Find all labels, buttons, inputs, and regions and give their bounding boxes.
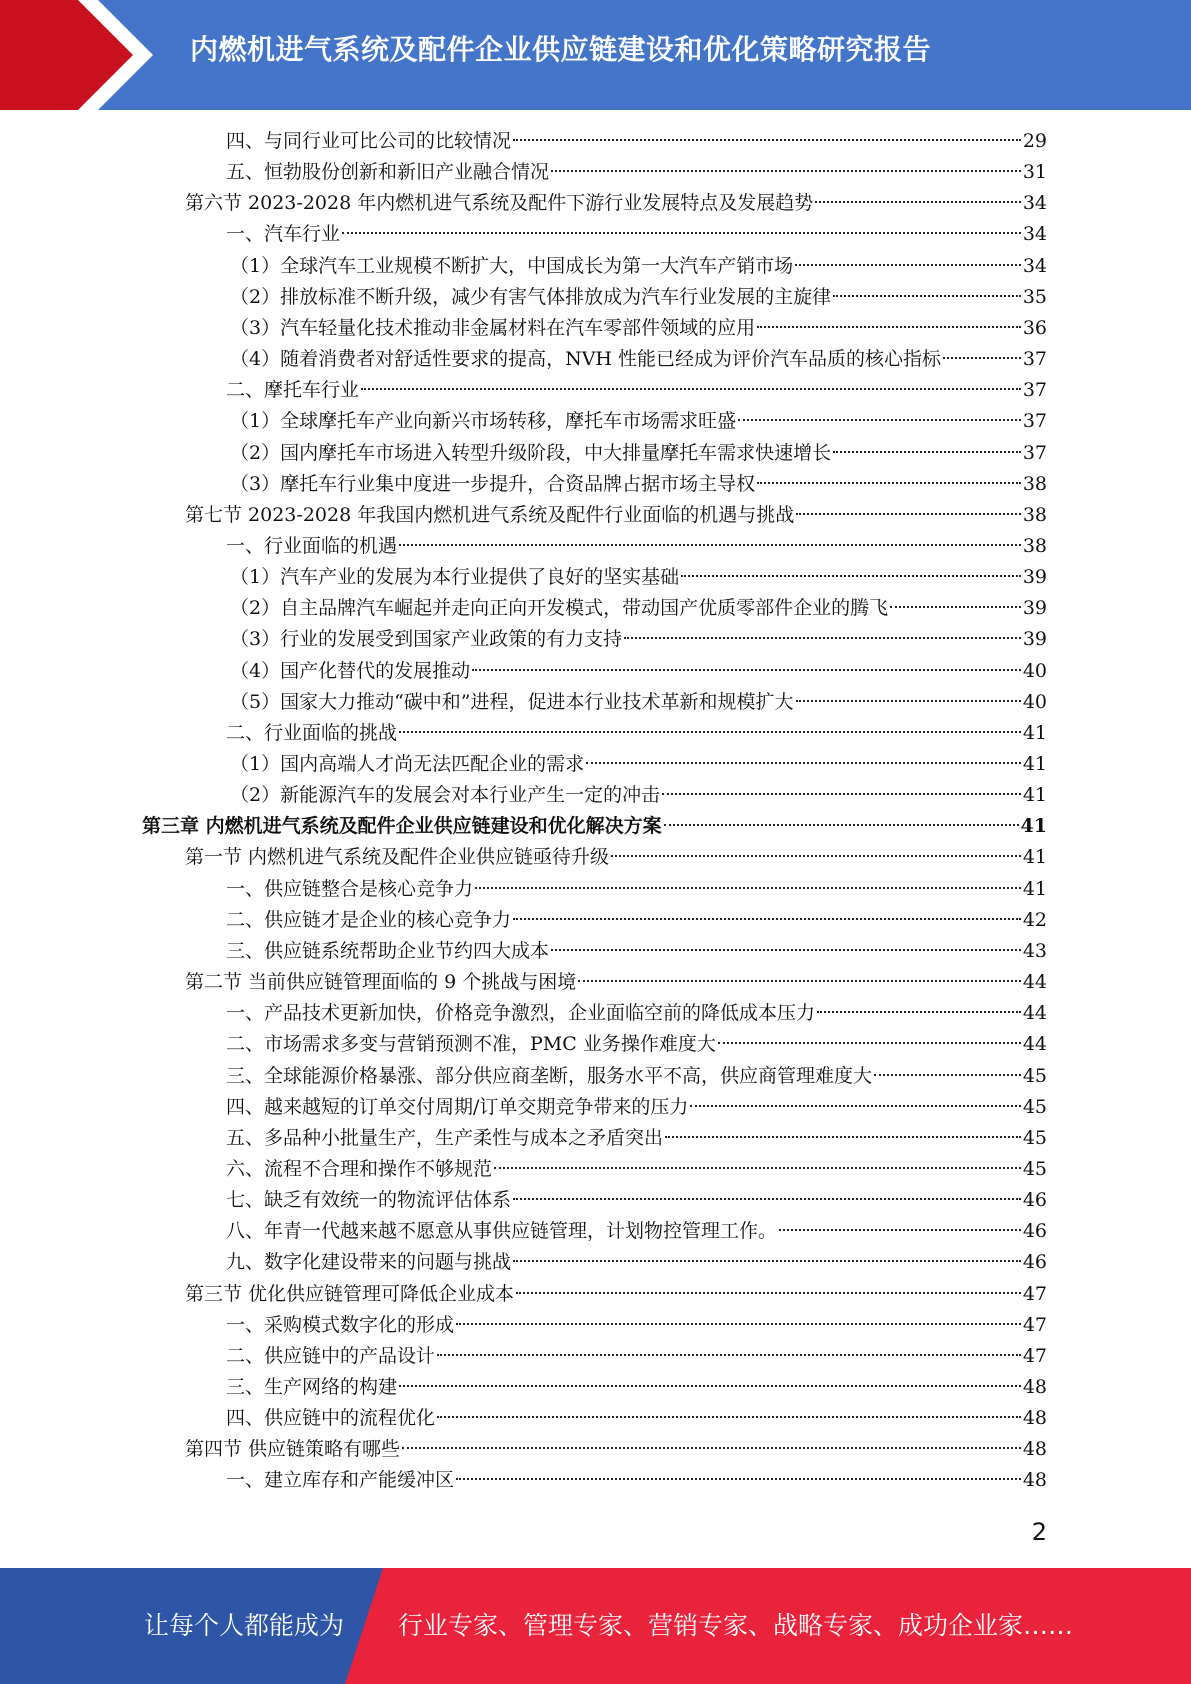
toc-entry-page: 34: [1022, 223, 1047, 245]
toc-entry-title: 一、采购模式数字化的形成: [226, 1314, 455, 1336]
toc-leader-dots: [586, 762, 1021, 764]
toc-leader-dots: [513, 1198, 1021, 1200]
toc-leader-dots: [890, 606, 1021, 608]
toc-entry-title: （4）国产化替代的发展推动: [230, 660, 471, 682]
toc-leader-dots: [690, 1105, 1020, 1107]
toc-entry-title: 三、全球能源价格暴涨、部分供应商垄断，服务水平不高，供应商管理难度大: [226, 1065, 873, 1087]
toc-entry[interactable]: [230, 780, 1047, 811]
toc-entry-title: （2）排放标准不断升级，减少有害气体排放成为汽车行业发展的主旋律: [230, 286, 832, 308]
toc-entry[interactable]: [230, 469, 1047, 500]
toc-leader-dots: [437, 1354, 1021, 1356]
toc-leader-dots: [817, 1011, 1021, 1013]
toc-entry-title: 五、多品种小批量生产，生产柔性与成本之矛盾突出: [226, 1127, 664, 1149]
toc-leader-dots: [513, 1260, 1021, 1262]
toc-entry[interactable]: [185, 1434, 1047, 1465]
toc-entry[interactable]: [142, 811, 1047, 842]
toc-entry[interactable]: [226, 1465, 1047, 1496]
toc-entry[interactable]: [226, 1029, 1047, 1060]
toc-entry-page: 47: [1022, 1283, 1047, 1305]
toc-entry-page: 38: [1022, 535, 1047, 557]
footer-banner: [0, 1568, 1191, 1684]
toc-entry-page: 37: [1022, 348, 1047, 370]
toc-entry[interactable]: [185, 842, 1047, 873]
toc-entry-title: 七、缺乏有效统一的物流评估体系: [226, 1189, 512, 1211]
toc-entry-page: 34: [1022, 255, 1047, 277]
toc-entry-title: 二、供应链才是企业的核心竞争力: [226, 909, 512, 931]
toc-entry-page: 45: [1022, 1158, 1047, 1180]
toc-entry-page: 40: [1022, 691, 1047, 713]
toc-entry-page: 44: [1022, 1033, 1047, 1055]
toc-entry[interactable]: [230, 593, 1047, 624]
toc-entry[interactable]: [226, 531, 1047, 562]
toc-entry[interactable]: [226, 1216, 1047, 1247]
toc-leader-dots: [833, 451, 1021, 453]
toc-leader-dots: [513, 918, 1021, 920]
toc-entry-page: 41: [1020, 815, 1047, 837]
toc-entry-page: 45: [1022, 1096, 1047, 1118]
toc-entry[interactable]: [185, 1279, 1047, 1310]
toc-leader-dots: [943, 357, 1021, 359]
toc-entry[interactable]: [226, 1154, 1047, 1185]
toc-leader-dots: [662, 793, 1021, 795]
toc-entry[interactable]: [230, 313, 1047, 344]
toc-entry[interactable]: [226, 905, 1047, 936]
toc-leader-dots: [874, 1074, 1021, 1076]
toc-entry-page: 48: [1022, 1469, 1047, 1491]
toc-entry-page: 34: [1022, 192, 1047, 214]
toc-entry-title: 第四节 供应链策略有哪些: [185, 1438, 401, 1460]
toc-entry-page: 41: [1022, 722, 1047, 744]
toc-entry[interactable]: [230, 344, 1047, 375]
toc-entry-title: 第六节 2023-2028 年内燃机进气系统及配件下游行业发展特点及发展趋势: [185, 192, 814, 214]
toc-entry[interactable]: [185, 967, 1047, 998]
toc-entry-page: 44: [1022, 971, 1047, 993]
toc-entry-title: 一、供应链整合是核心竞争力: [226, 878, 474, 900]
toc-entry-page: 31: [1022, 161, 1047, 183]
toc-entry-page: 29: [1022, 130, 1047, 152]
toc-entry[interactable]: [226, 219, 1047, 250]
toc-leader-dots: [757, 482, 1021, 484]
toc-leader-dots: [494, 1167, 1021, 1169]
toc-leader-dots: [402, 1447, 1021, 1449]
toc-entry-title: 一、建立库存和产能缓冲区: [226, 1469, 455, 1491]
toc-leader-dots: [757, 326, 1021, 328]
toc-entry-title: （3）摩托车行业集中度进一步提升，合资品牌占据市场主导权: [230, 473, 756, 495]
toc-entry-title: （2）自主品牌汽车崛起并走向正向开发模式，带动国产优质零部件企业的腾飞: [230, 597, 889, 619]
toc-entry-page: 39: [1022, 628, 1047, 650]
toc-entry-page: 45: [1022, 1065, 1047, 1087]
toc-leader-dots: [456, 1323, 1021, 1325]
footer-slogan-right: 行业专家、管理专家、营销专家、战略专家、成功企业家……: [398, 1611, 1074, 1640]
toc-entry-page: 43: [1022, 940, 1047, 962]
toc-entry-title: 四、供应链中的流程优化: [226, 1407, 436, 1429]
toc-entry-page: 47: [1022, 1345, 1047, 1367]
toc-entry[interactable]: [230, 406, 1047, 437]
toc-leader-dots: [718, 1042, 1021, 1044]
toc-entry-title: 一、汽车行业: [226, 223, 341, 245]
toc-entry-page: 37: [1022, 410, 1047, 432]
toc-entry[interactable]: [226, 718, 1047, 749]
toc-entry[interactable]: [226, 126, 1047, 157]
toc-leader-dots: [513, 139, 1021, 141]
toc-leader-dots: [578, 980, 1021, 982]
toc-entry-page: 38: [1022, 504, 1047, 526]
toc-entry-page: 41: [1022, 753, 1047, 775]
toc-leader-dots: [361, 388, 1021, 390]
toc-entry[interactable]: [226, 1123, 1047, 1154]
toc-entry[interactable]: [185, 188, 1047, 219]
toc-entry[interactable]: [226, 375, 1047, 406]
toc-entry-title: （2）新能源汽车的发展会对本行业产生一定的冲击: [230, 784, 661, 806]
toc-entry-title: 六、流程不合理和操作不够规范: [226, 1158, 493, 1180]
toc-entry-page: 41: [1022, 784, 1047, 806]
report-title: 内燃机进气系统及配件企业供应链建设和优化策略研究报告: [190, 33, 932, 66]
toc-leader-dots: [611, 855, 1021, 857]
toc-entry-title: （3）汽车轻量化技术推动非金属材料在汽车零部件领域的应用: [230, 317, 756, 339]
toc-leader-dots: [516, 1292, 1021, 1294]
toc-entry-title: （2）国内摩托车市场进入转型升级阶段，中大排量摩托车需求快速增长: [230, 442, 832, 464]
toc-entry-title: （1）全球摩托车产业向新兴市场转移，摩托车市场需求旺盛: [230, 410, 737, 432]
toc-entry-title: 五、恒勃股份创新和新旧产业融合情况: [226, 161, 550, 183]
toc-entry-page: 42: [1022, 909, 1047, 931]
toc-entry-page: 39: [1022, 566, 1047, 588]
toc-entry-title: （5）国家大力推动“碳中和”进程，促进本行业技术革新和规模扩大: [230, 691, 794, 713]
toc-leader-dots: [472, 669, 1021, 671]
toc-entry[interactable]: [226, 1092, 1047, 1123]
toc-entry-title: （1）国内高端人才尚无法匹配企业的需求: [230, 753, 585, 775]
toc-entry-title: 二、摩托车行业: [226, 379, 360, 401]
toc-entry[interactable]: [226, 874, 1047, 905]
toc-entry-title: （1）汽车产业的发展为本行业提供了良好的坚实基础: [230, 566, 680, 588]
toc-entry-title: 第三章 内燃机进气系统及配件企业供应链建设和优化解决方案: [142, 815, 662, 837]
toc-entry[interactable]: [230, 656, 1047, 687]
toc-entry-page: 40: [1022, 660, 1047, 682]
toc-leader-dots: [779, 1229, 1021, 1231]
toc-entry-title: 四、与同行业可比公司的比较情况: [226, 130, 512, 152]
toc-entry[interactable]: [230, 251, 1047, 282]
toc-entry[interactable]: [230, 438, 1047, 469]
toc-entry-page: 48: [1022, 1407, 1047, 1429]
toc-leader-dots: [664, 824, 1019, 826]
report-header: [0, 0, 1191, 110]
toc-entry-title: 九、数字化建设带来的问题与挑战: [226, 1251, 512, 1273]
toc-leader-dots: [624, 637, 1021, 639]
toc-entry-page: 35: [1022, 286, 1047, 308]
toc-entry[interactable]: [226, 1403, 1047, 1434]
toc-entry[interactable]: [226, 157, 1047, 188]
toc-entry-title: 第一节 内燃机进气系统及配件企业供应链亟待升级: [185, 846, 610, 868]
toc-entry-title: 一、行业面临的机遇: [226, 535, 398, 557]
toc-entry-page: 45: [1022, 1127, 1047, 1149]
toc-entry[interactable]: [230, 749, 1047, 780]
toc-entry-title: 二、行业面临的挑战: [226, 722, 398, 744]
toc-entry[interactable]: [226, 936, 1047, 967]
toc-leader-dots: [399, 1385, 1021, 1387]
toc-entry-page: 37: [1022, 442, 1047, 464]
toc-entry[interactable]: [185, 500, 1047, 531]
toc-entry-title: （4）随着消费者对舒适性要求的提高，NVH 性能已经成为评价汽车品质的核心指标: [230, 348, 942, 370]
toc-leader-dots: [815, 201, 1021, 203]
toc-leader-dots: [551, 949, 1021, 951]
toc-entry[interactable]: [226, 1185, 1047, 1216]
toc-entry-page: 39: [1022, 597, 1047, 619]
toc-leader-dots: [437, 1416, 1021, 1418]
toc-leader-dots: [475, 887, 1021, 889]
toc-entry-title: 四、越来越短的订单交付周期/订单交期竞争带来的压力: [226, 1096, 689, 1118]
toc-entry-title: 三、生产网络的构建: [226, 1376, 398, 1398]
toc-entry-page: 41: [1022, 878, 1047, 900]
toc-leader-dots: [665, 1136, 1021, 1138]
toc-entry[interactable]: [226, 1310, 1047, 1341]
toc-entry-title: 二、供应链中的产品设计: [226, 1345, 436, 1367]
toc-leader-dots: [399, 731, 1021, 733]
toc-entry[interactable]: [230, 562, 1047, 593]
toc-entry[interactable]: [226, 1341, 1047, 1372]
toc-entry-title: 一、产品技术更新加快，价格竞争激烈，企业面临空前的降低成本压力: [226, 1002, 816, 1024]
toc-leader-dots: [456, 1478, 1021, 1480]
page-number: 2: [1031, 1518, 1047, 1546]
toc-entry-page: 44: [1022, 1002, 1047, 1024]
toc-entry[interactable]: [230, 624, 1047, 655]
toc-entry-title: （1）全球汽车工业规模不断扩大，中国成长为第一大汽车产销市场: [230, 255, 794, 277]
footer-slogan-left: 让每个人都能成为: [144, 1611, 345, 1640]
toc-leader-dots: [399, 544, 1021, 546]
toc-entry-page: 37: [1022, 379, 1047, 401]
toc-leader-dots: [796, 700, 1021, 702]
toc-entry-page: 46: [1022, 1189, 1047, 1211]
toc-entry-page: 38: [1022, 473, 1047, 495]
toc-entry-page: 46: [1022, 1220, 1047, 1242]
toc-leader-dots: [738, 419, 1021, 421]
toc-leader-dots: [342, 232, 1021, 234]
toc-entry-page: 48: [1022, 1438, 1047, 1460]
toc-leader-dots: [796, 513, 1021, 515]
toc-leader-dots: [551, 170, 1021, 172]
toc-leader-dots: [681, 575, 1021, 577]
toc-entry-title: 第七节 2023-2028 年我国内燃机进气系统及配件行业面临的机遇与挑战: [185, 504, 795, 526]
toc-entry-page: 48: [1022, 1376, 1047, 1398]
toc-entry[interactable]: [226, 1247, 1047, 1278]
toc-leader-dots: [833, 295, 1021, 297]
toc-entry-page: 47: [1022, 1314, 1047, 1336]
toc-entry-page: 46: [1022, 1251, 1047, 1273]
toc-entry[interactable]: [230, 687, 1047, 718]
toc-entry-page: 41: [1022, 846, 1047, 868]
toc-entry-title: 八、年青一代越来越不愿意从事供应链管理，计划物控管理工作。: [226, 1220, 778, 1242]
toc-entry-title: 第二节 当前供应链管理面临的 9 个挑战与困境: [185, 971, 577, 993]
toc-entry[interactable]: [226, 1061, 1047, 1092]
toc-entry-title: 二、市场需求多变与营销预测不准，PMC 业务操作难度大: [226, 1033, 716, 1055]
toc-entry-title: 三、供应链系统帮助企业节约四大成本: [226, 940, 550, 962]
toc-entry-title: （3）行业的发展受到国家产业政策的有力支持: [230, 628, 623, 650]
toc-leader-dots: [795, 264, 1021, 266]
toc-entry-title: 第三节 优化供应链管理可降低企业成本: [185, 1283, 515, 1305]
toc-entry[interactable]: [230, 282, 1047, 313]
toc-entry[interactable]: [226, 1372, 1047, 1403]
toc-entry-page: 36: [1022, 317, 1047, 339]
toc-entry[interactable]: [226, 998, 1047, 1029]
